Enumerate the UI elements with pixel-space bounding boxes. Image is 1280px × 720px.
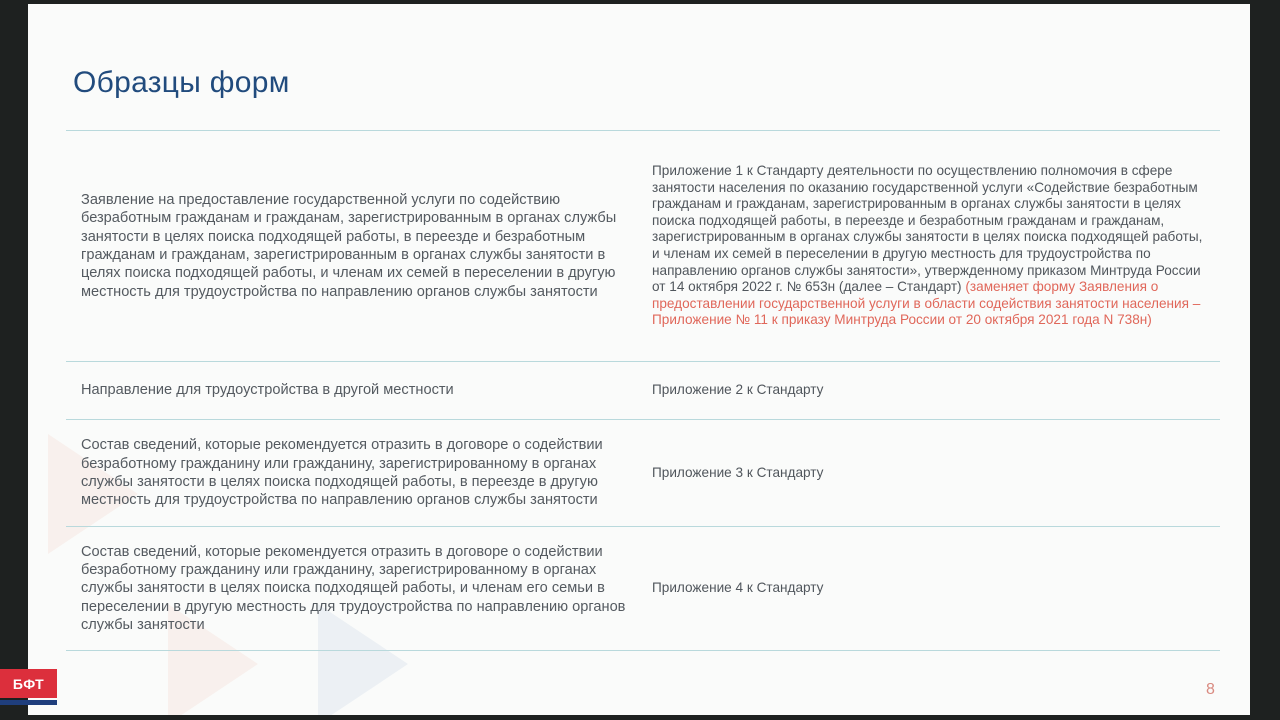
- table-row: [66, 420, 1220, 527]
- form-source-cell: Приложение 4 к Стандарту: [652, 580, 824, 596]
- page-number: 8: [1206, 681, 1215, 698]
- form-name-cell: Состав сведений, которые рекомендуется отразить в договоре о содействии безработному гражданину или гражданину, зарегистрированному в органах службы занятости в целях поиска подходящей работы, в переезде в другую местность для трудоустройства по направлению органов службы занятости: [81, 437, 603, 509]
- form-name-cell: Состав сведений, которые рекомендуется отразить в договоре о содействии безработному гражданину или гражданину, зарегистрированному в органах службы занятости в целях поиска подходящей работы, и членам его семьи в переселении в другую местность для трудоустройства по направлению органов службы занятости: [81, 543, 626, 633]
- logo-stripe: [0, 700, 57, 705]
- table-row: [66, 527, 1220, 651]
- replacement-note: (заменяет форму Заявления о предоставлении государственной услуги в области содействия занятости населения – Приложение № 11 к приказу Минтруда России от 20 октября 2021 года N 738н): [652, 279, 1201, 328]
- form-source-cell: Приложение 2 к Стандарту: [652, 382, 824, 398]
- form-source-text: Приложение 1 к Стандарту деятельности по осуществлению полномочия в сфере занятости населения по оказанию государственной услуги «Содействие безработным гражданам и гражданам, зарегистрированным в органах службы занятости в целях поиска подходящей работы, в переезде и безработным гражданам и гражданам, зарегистрированным в органах службы занятости в целях поиска подходящей работы, и членам их семей в переселении в другую местность для трудоустройства по направлению органов службы занятости», утвержденному приказом Минтруда России от 14 октября 2022 г. № 653н (далее – Стандарт): [652, 163, 1203, 295]
- form-name-cell: Направление для трудоустройства в другой местности: [81, 382, 454, 399]
- page-title: Образцы форм: [73, 66, 290, 99]
- table-row: [66, 362, 1220, 420]
- presentation-slide: [28, 4, 1250, 715]
- form-source-cell: [638, 163, 1220, 329]
- logo-text: БФТ: [0, 669, 57, 698]
- form-name-cell: Заявление на предоставление государственной услуги по содействию безработным гражданам и гражданам, зарегистрированным в органах службы занятости в целях поиска подходящей работы, в переезде и безработным гражданам и гражданам, зарегистрированным в органах службы занятости в целях поиска подходящей работы, и членам их семей в переселении в другую местность для трудоустройства по направлению органов службы занятости: [81, 192, 617, 300]
- form-source-cell: Приложение 3 к Стандарту: [652, 464, 824, 480]
- table-row: [66, 131, 1220, 362]
- forms-table: [66, 130, 1220, 651]
- bft-logo: [0, 669, 57, 707]
